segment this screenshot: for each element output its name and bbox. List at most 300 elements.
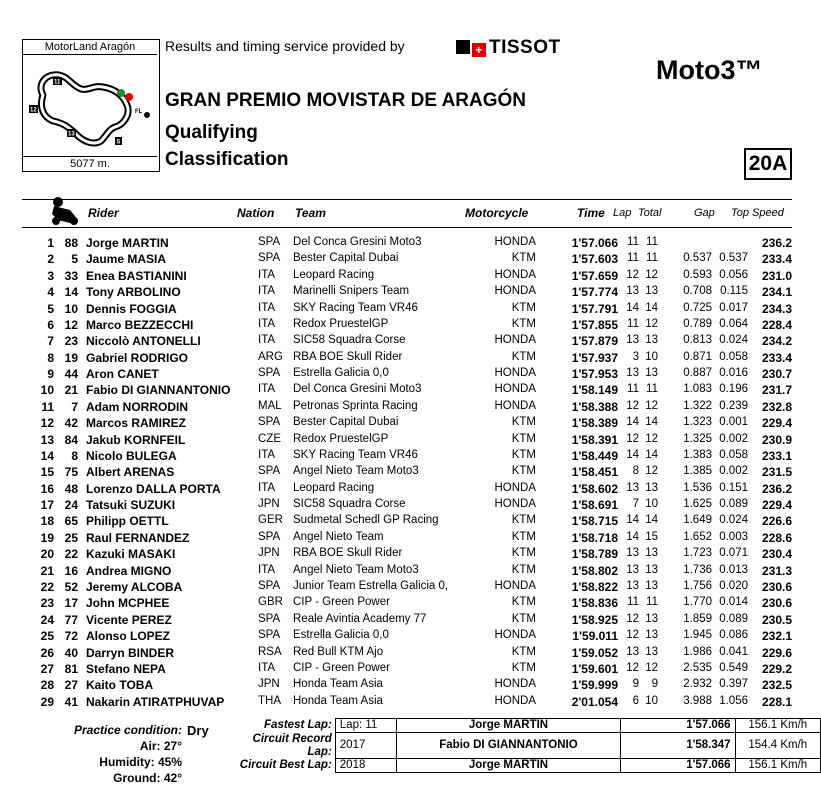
rider-name: Dennis FOGGIA [86,301,177,316]
gap-to-first: 0.789 [683,317,712,330]
track-map [23,55,157,155]
total-laps: 10 [645,498,658,511]
best-lap: 13 [626,367,639,380]
position: 29 [40,694,54,709]
nation: CZE [258,432,281,445]
svg-text:11: 11 [54,79,61,86]
top-speed: 231.0 [761,268,792,283]
rider-name: Lorenzo DALLA PORTA [86,481,221,496]
team-name: Redox PruestelGP [293,432,389,445]
gap-to-first: 2.932 [683,678,712,691]
best-lap: 11 [627,317,639,330]
team-name: Estrella Galicia 0,0 [293,629,389,642]
lap-records [232,718,821,773]
gap-to-first: 1.756 [683,579,712,592]
rider-name: Philipp OETTL [86,514,169,529]
motorcycle: KTM [511,645,536,658]
total-laps: 12 [645,268,658,281]
fastest-lap-rider: Jorge MARTIN [396,719,620,733]
position: 9 [47,367,54,382]
rider-name: Fabio DI GIANNANTONIO [86,383,231,398]
table-row [0,383,821,399]
best-lap: 12 [626,612,639,625]
rider-name: Niccolò ANTONELLI [86,334,201,349]
session-name: Qualifying [165,122,258,143]
total-laps: 13 [645,579,658,592]
lap-time: 1'58.602 [571,481,618,496]
table-row [0,580,821,596]
table-row [0,367,821,383]
rider-name: John MCPHEE [86,596,170,611]
lap-time: 1'58.822 [571,579,618,594]
lap-time: 1'58.802 [571,563,618,578]
best-lap: 12 [626,399,639,412]
team-name: Honda Team Asia [293,694,383,707]
gap-to-previous: 0.086 [719,629,748,642]
best-lap: 12 [626,661,639,674]
position: 21 [40,563,54,578]
motorcycle: KTM [511,252,536,265]
track-box [22,39,160,172]
gap-to-previous: 0.115 [720,285,748,298]
air-label: Air: 27° [139,739,182,753]
col-time: Time [577,206,605,220]
top-speed: 229.4 [761,498,792,513]
team-name: RBA BOE Skull Rider [293,350,403,363]
motorcycle: KTM [511,350,536,363]
lap-time: 1'57.879 [571,334,618,349]
lap-time: 1'57.659 [571,268,618,283]
gap-to-previous: 0.017 [719,301,748,314]
total-laps: 13 [645,481,658,494]
total-laps: 12 [645,465,658,478]
circuit-record-rider: Fabio DI GIANNANTONIO [396,733,620,759]
rider-number: 75 [64,465,78,480]
rider-number: 24 [64,498,78,513]
gap-to-first: 0.725 [683,301,712,314]
rider-name: Jaume MASIA [86,252,167,267]
top-speed: 231.7 [761,383,792,398]
rider-name: Nicolo BULEGA [86,448,177,463]
motorcycle: HONDA [494,579,536,592]
gap-to-first: 1.383 [683,448,712,461]
table-row [0,613,821,629]
position: 10 [40,383,54,398]
practice-condition-label: Practice condition: [73,723,182,737]
gap-to-first: 1.385 [683,465,712,478]
nation: ITA [258,448,276,461]
team-name: CIP - Green Power [293,596,390,609]
top-speed: 233.4 [761,252,792,267]
best-lap: 14 [626,301,639,314]
nation: ITA [258,301,276,314]
rider-number: 88 [64,236,78,250]
rider-name: Tony ARBOLINO [86,285,181,300]
circuit-best-label: Circuit Best Lap: [239,759,332,771]
motorcycle: HONDA [494,694,536,707]
rider-number: 81 [64,661,78,676]
ground-value: 42° [163,771,182,785]
motorcycle: KTM [511,563,536,576]
nation: ARG [258,350,283,363]
nation: SPA [258,252,281,265]
gap-to-first: 1.325 [683,432,712,445]
top-speed: 234.3 [761,301,792,316]
team-name: Redox PruestelGP [293,317,389,330]
col-team: Team [295,206,326,220]
table-row [0,252,821,268]
gap-to-previous: 0.058 [719,350,748,363]
position: 26 [40,645,54,660]
best-lap: 14 [626,514,639,527]
top-speed: 232.8 [761,399,792,414]
best-lap: 13 [626,579,639,592]
best-lap: 7 [632,498,639,511]
nation: JPN [258,498,280,511]
gap-to-first: 1.536 [683,481,712,494]
rider-number: 27 [64,678,78,693]
gap-to-first: 1.945 [683,629,712,642]
lap-time: 1'57.855 [571,317,618,332]
rider-name: Darryn BINDER [86,645,175,660]
tissot-logo [456,37,561,59]
table-row [0,416,821,432]
team-name: Bester Capital Dubai [293,252,399,265]
team-name: Reale Avintia Academy 77 [293,612,427,625]
motorcycle: HONDA [494,399,536,412]
rider-name: Vicente PEREZ [86,612,172,627]
gap-to-previous: 0.151 [719,481,748,494]
lap-time: 1'58.451 [571,465,618,480]
total-laps: 13 [645,547,658,560]
gap-to-first: 1.770 [683,596,712,609]
circuit-best-rider: Jorge MARTIN [396,759,620,773]
rider-number: 23 [64,334,78,349]
position: 15 [40,465,54,480]
team-name: Del Conca Gresini Moto3 [293,236,422,248]
table-row [0,498,821,514]
motorcycle: KTM [511,596,536,609]
table-row [0,531,821,547]
top-speed: 230.9 [761,432,792,447]
nation: SPA [258,612,281,625]
team-name: SKY Racing Team VR46 [293,448,418,461]
rider-number: 42 [64,416,78,431]
motorcycle: HONDA [494,678,536,691]
table-row [0,433,821,449]
gap-to-previous: 0.058 [719,448,748,461]
lap-time: 1'59.601 [571,661,618,676]
fastest-lap-row [232,719,821,733]
gap-to-first: 1.649 [683,514,712,527]
position: 1 [47,236,54,250]
tissot-wordmark: TISSOT [489,37,561,58]
rider-name: Albert ARENAS [86,465,175,480]
motorbike-rider-icon [48,196,82,226]
team-name: Angel Nieto Team Moto3 [293,563,419,576]
gap-to-first: 0.537 [683,252,712,265]
table-row [0,482,821,498]
position: 25 [40,629,54,644]
lap-time: 1'59.999 [571,678,618,693]
team-name: SIC58 Squadra Corse [293,498,406,511]
team-name: Angel Nieto Team Moto3 [293,465,419,478]
top-speed: 234.1 [761,285,792,300]
rider-number: 22 [64,547,78,562]
total-laps: 13 [645,563,658,576]
position: 19 [40,530,54,545]
rider-name: Jeremy ALCOBA [86,579,183,594]
position: 6 [47,317,54,332]
best-lap: 12 [626,268,639,281]
top-speed: 233.4 [761,350,792,365]
header-rule-top [22,199,792,200]
rider-number: 52 [64,579,78,594]
total-laps: 15 [645,530,658,543]
rider-name: Stefano NEPA [86,661,166,676]
position: 7 [47,334,54,349]
circuit-best-year: 2018 [335,759,396,773]
top-speed: 228.4 [761,317,792,332]
gap-to-previous: 0.089 [719,612,748,625]
total-laps: 13 [645,645,658,658]
rider-number: 21 [64,383,78,398]
gap-to-previous: 0.016 [719,367,748,380]
team-name: Marinelli Snipers Team [293,285,410,298]
top-speed: 233.1 [761,448,792,463]
table-row [0,564,821,580]
table-row [0,646,821,662]
total-laps: 14 [645,301,658,314]
top-speed: 229.2 [761,661,792,676]
nation: JPN [258,678,280,691]
best-lap: 9 [632,678,639,691]
lap-time: 1'59.011 [572,629,618,644]
rider-name: Tatsuki SUZUKI [86,498,176,513]
team-name: Petronas Sprinta Racing [293,399,418,412]
best-lap: 11 [627,383,639,396]
rider-name: Raul FERNANDEZ [86,530,190,545]
rider-number: 33 [64,268,78,283]
best-lap: 11 [627,596,639,609]
gap-to-previous: 0.071 [719,547,748,560]
rider-number: 16 [64,563,78,578]
svg-text:S: S [116,139,121,146]
nation: RSA [258,645,282,658]
gap-to-previous: 0.013 [719,563,748,576]
best-lap: 11 [627,252,639,265]
motorcycle: KTM [511,514,536,527]
best-lap: 13 [626,334,639,347]
gap-to-first: 1.323 [683,416,712,429]
circuit-best-row [232,759,821,773]
gap-to-previous: 0.089 [719,498,748,511]
lap-time: 1'57.774 [571,285,618,300]
position: 18 [40,514,54,529]
total-laps: 10 [645,350,658,363]
gap-to-previous: 1.056 [719,694,748,707]
top-speed: 230.6 [761,579,792,594]
nation: GER [258,514,283,527]
gap-to-previous: 0.549 [719,661,748,674]
gap-to-first: 1.723 [683,547,712,560]
gap-to-previous: 0.239 [719,399,748,412]
lap-time: 1'58.389 [571,416,618,431]
gap-to-first: 2.535 [683,661,712,674]
rider-name: Andrea MIGNO [86,563,172,578]
total-laps: 13 [645,612,658,625]
lap-time: 1'59.052 [571,645,618,660]
rider-name: Alonso LOPEZ [86,629,170,644]
motorcycle: KTM [511,432,536,445]
motorcycle: KTM [511,547,536,560]
rider-number: 77 [64,612,78,627]
top-speed: 229.6 [761,645,792,660]
total-laps: 13 [645,367,658,380]
rider-number: 72 [64,629,78,644]
position: 13 [40,432,54,447]
rider-name: Jorge MARTIN [86,236,169,250]
best-lap: 8 [632,465,639,478]
total-laps: 9 [651,678,658,691]
rider-number: 41 [64,694,78,709]
table-row [0,695,821,711]
lap-time: 1'58.149 [571,383,618,398]
rider-number: 25 [64,530,78,545]
total-laps: 13 [645,334,658,347]
total-laps: 10 [645,694,658,707]
motorcycle: KTM [511,301,536,314]
gap-to-first: 0.871 [683,350,712,363]
best-lap: 11 [627,236,639,248]
svg-text:12: 12 [30,107,37,114]
position: 28 [40,678,54,693]
total-laps: 11 [646,383,658,396]
top-speed: 236.2 [761,481,792,496]
circuit-best-time: 1'57.066 [621,759,735,773]
tissot-t-icon [456,40,470,54]
position: 3 [47,268,54,283]
team-name: Leopard Racing [293,481,375,494]
nation: SPA [258,629,281,642]
best-lap: 3 [632,350,639,363]
nation: JPN [258,547,280,560]
rider-name: Kazuki MASAKI [86,547,176,562]
svg-text:FL: FL [135,109,143,115]
table-row [0,596,821,612]
table-row [0,547,821,563]
col-lap: Lap [613,207,632,219]
motorcycle: HONDA [494,334,536,347]
lap-time: 1'57.953 [571,367,618,382]
circuit-best-speed: 156.1 Km/h [735,759,820,773]
lap-time: 1'58.388 [571,399,618,414]
circuit-record-year: 2017 [335,733,396,759]
gap-to-previous: 0.002 [719,432,748,445]
position: 24 [40,612,54,627]
gap-to-previous: 0.196 [719,383,748,396]
position: 5 [47,301,54,316]
gap-to-previous: 0.397 [719,678,748,691]
rider-number: 10 [64,301,78,316]
best-lap: 14 [626,416,639,429]
team-name: Junior Team Estrella Galicia 0, [293,579,449,592]
circuit-record-row [232,733,821,759]
team-name: Estrella Galicia 0,0 [293,367,389,380]
gap-to-previous: 0.056 [719,268,748,281]
top-speed: 232.5 [761,678,792,693]
nation: SPA [258,465,281,478]
motorcycle: HONDA [494,236,536,248]
gap-to-first: 1.859 [683,612,712,625]
table-row [0,236,821,252]
rider-name: Aron CANET [86,367,159,382]
top-speed: 234.2 [761,334,792,349]
table-row [0,318,821,334]
rider-number: 40 [64,645,78,660]
gap-to-first: 0.593 [683,268,712,281]
motorcycle: HONDA [494,268,536,281]
gap-to-first: 1.625 [683,498,712,511]
position: 17 [40,498,54,513]
table-row [0,465,821,481]
table-row [0,449,821,465]
gap-to-first: 0.708 [683,285,712,298]
motorcycle: HONDA [494,285,536,298]
lap-time: 1'57.937 [571,350,618,365]
position: 4 [47,285,54,300]
table-row [0,400,821,416]
lap-time: 1'58.449 [571,448,618,463]
rider-number: 17 [64,596,78,611]
motorcycle: HONDA [494,383,536,396]
gap-to-first: 0.813 [683,334,712,347]
lap-time: 1'58.836 [571,596,618,611]
best-lap: 13 [626,547,639,560]
rider-number: 65 [64,514,78,529]
rider-name: Nakarin ATIRATPHUVAP [86,694,225,709]
position: 20 [40,547,54,562]
col-top-speed: Top Speed [731,207,784,219]
position: 2 [47,252,54,267]
motorcycle: KTM [511,448,536,461]
nation: ITA [258,481,276,494]
rider-number: 44 [64,367,78,382]
motorcycle: HONDA [494,481,536,494]
lap-time: 1'57.603 [571,252,618,267]
nation: ITA [258,383,276,396]
table-row [0,302,821,318]
lap-time: 1'57.066 [571,236,618,250]
lap-time: 1'58.718 [571,530,618,545]
total-laps: 12 [645,317,658,330]
position: 16 [40,481,54,496]
gap-to-first: 3.988 [683,694,712,707]
gap-to-previous: 0.002 [719,465,748,478]
category-title: Moto3™ [656,55,763,85]
best-lap: 13 [626,563,639,576]
motorcycle: HONDA [494,367,536,380]
circuit-record-time: 1'58.347 [621,733,735,759]
total-laps: 11 [646,236,658,248]
team-name: Leopard Racing [293,268,375,281]
gap-to-first: 1.652 [683,530,712,543]
team-name: Angel Nieto Team [293,530,384,543]
document-type: Classification [165,149,289,170]
best-lap: 14 [626,530,639,543]
top-speed: 228.1 [761,694,792,709]
table-row [0,678,821,694]
